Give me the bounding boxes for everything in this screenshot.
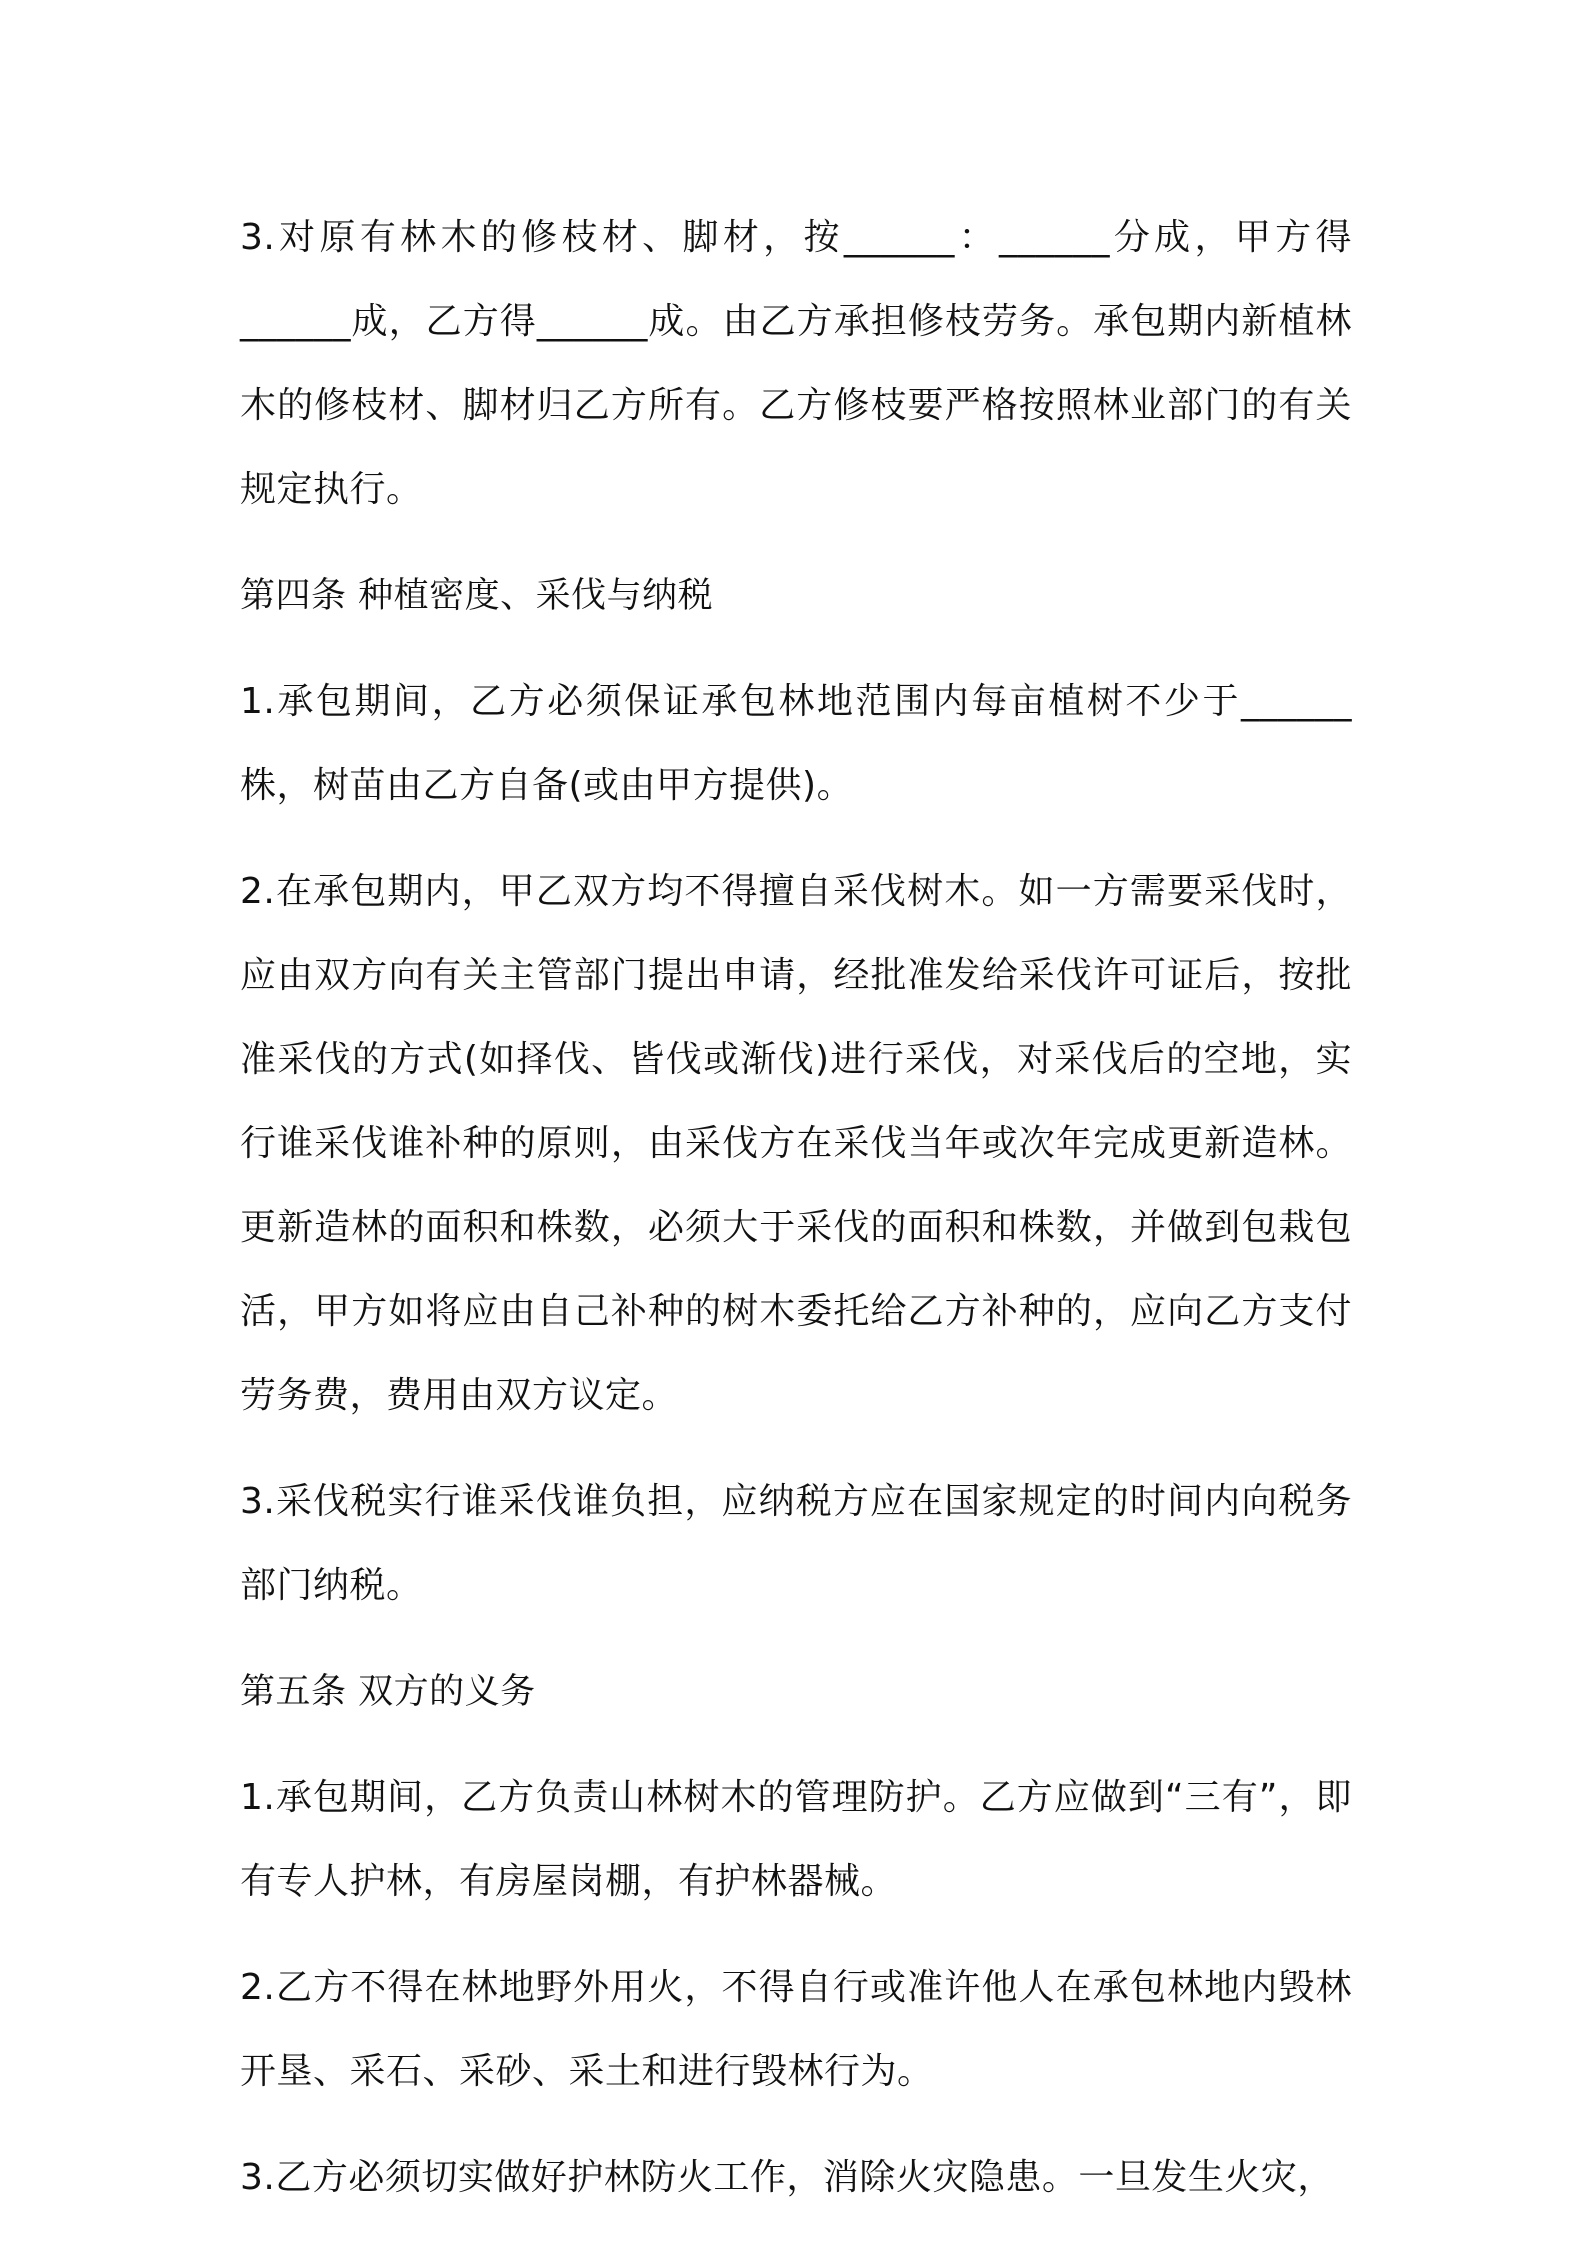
clause-5-2-no-fire-no-clearing: 2.乙方不得在林地野外用火，不得自行或准许他人在承包林地内毁林开垦、采石、采砂、采土和进行毁林行为。	[240, 1967, 1352, 2092]
clause-3-3-pruning-timber: 3.对原有林木的修枝材、脚材，按______：______分成，甲方得______成，乙方得______成。由乙方承担修枝劳务。承包期内新植林木的修枝材、脚材归乙方所有。乙方修枝要严格按照林业部门的有关规定执行。	[240, 217, 1352, 510]
clause-5-1-forest-protection: 1.承包期间，乙方负责山林树木的管理防护。乙方应做到“三有”，即有专人护林，有房屋岗棚，有护林器械。	[240, 1777, 1352, 1902]
clause-4-3-logging-tax: 3.采伐税实行谁采伐谁负担，应纳税方应在国家规定的时间内向税务部门纳税。	[240, 1481, 1352, 1606]
clause-5-3-fire-prevention: 3.乙方必须切实做好护林防火工作，消除火灾隐患。一旦发生火灾，	[240, 2157, 1334, 2198]
clause-4-2-logging: 2.在承包期内，甲乙双方均不得擅自采伐树木。如一方需要采伐时，应由双方向有关主管部门提出申请，经批准发给采伐许可证后，按批准采伐的方式(如择伐、皆伐或渐伐)进行采伐，对采伐后的空地，实行谁采伐谁补种的原则，由采伐方在采伐当年或次年完成更新造林。更新造林的面积和株数，必须大于采伐的面积和株数，并做到包栽包活，甲方如将应由自己补种的树木委托给乙方补种的，应向乙方支付劳务费，费用由双方议定。	[240, 871, 1352, 1416]
article-4-heading: 第四条 种植密度、采伐与纳税	[240, 576, 714, 616]
article-5-heading: 第五条 双方的义务	[240, 1672, 536, 1712]
document-page	[240, 196, 1352, 2242]
clause-4-1-planting-density: 1.承包期间，乙方必须保证承包林地范围内每亩植树不少于______株，树苗由乙方自备(或由甲方提供)。	[240, 681, 1352, 806]
